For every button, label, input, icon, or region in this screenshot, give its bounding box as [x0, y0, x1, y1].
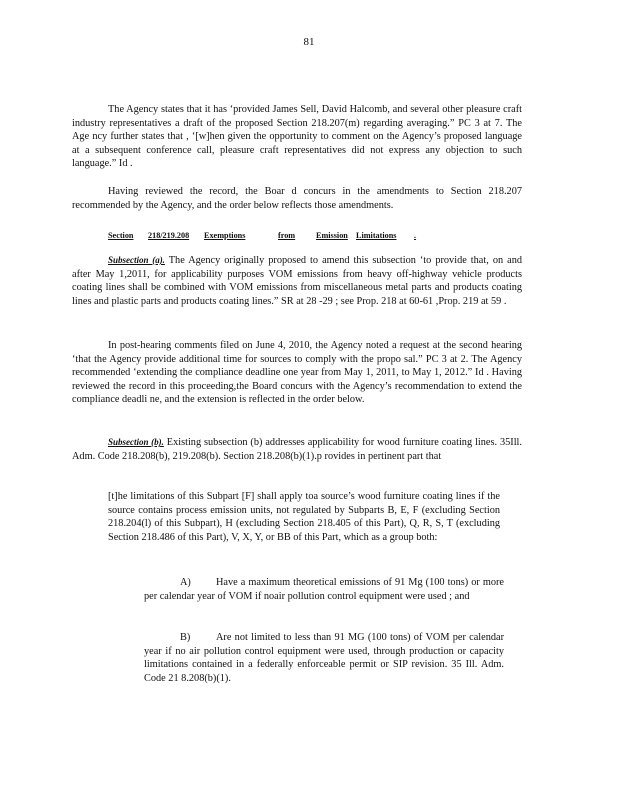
subsection-a-label: Subsection (a). [108, 255, 165, 265]
quote-item-b [144, 631, 504, 685]
item-label: A) [180, 577, 191, 588]
heading-section: Section [108, 231, 134, 240]
paragraph-text: Existing subsection (b) addresses applicability for wood furniture coating lines. 35Ill. Adm. Code 218.208(b), 219.208(b). Section 218.208(b)(1).p rovides in pertinent part that [72, 437, 522, 462]
block-quote [108, 490, 500, 544]
heading-word: Limitations [356, 231, 397, 240]
paragraph-text: The Agency originally proposed to amend this subsection ‘to provide that, on and after May 1,2011, for applicability purposes VOM emissions from heavy off-highway vehicle products coating lines shall be combined with VOM emissions from miscellaneous metal parts and products coating lines and plastic parts and products coating lines.” SR at 28 -29 ; see Prop. 218 at 60-61 ,Prop. 219 at 59 . [72, 255, 522, 307]
heading-number: 218/219.208 [148, 231, 190, 240]
heading-word: Emission [316, 231, 348, 240]
item-text: Have a maximum theoretical emissions of 91 Mg (100 tons) or more per calendar year of VOM if noair pollution control equipment were used ; and [144, 577, 504, 602]
paragraph-text: Having reviewed the record, the Boar d concurs in the amendments to Section 218.207 recommended by the Agency, and the order below reflects those amendments. [72, 186, 522, 211]
heading-word: from [278, 231, 296, 240]
paragraph-text: In post-hearing comments filed on June 4, 2010, the Agency noted a request at the second hearing ‘that the Agency provide additional time for sources to comply with the propo sal.” PC 3 at 2. The Agency recommended ‘extending the compliance deadline one year from May 1, 2011, to May 1, 2012.” Id . Having reviewed the record in this proceeding,the Board concurs with the Agency’s recommendation to extend the compliance deadli ne, and the extension is reflected in the order below. [72, 340, 522, 406]
heading-word: Exemptions [204, 231, 246, 240]
paragraph-text: The Agency states that it has ‘provided James Sell, David Halcomb, and several other pleasure craft industry representatives a draft of the proposed Section 218.207(m) regarding averaging.” PC 3 at 7. The Age ncy further states that , ‘[w]hen given the opportunity to comment on the Agency’s proposed language at a subsequent conference call, pleasure craft representatives did not express any objection to such language.” Id . [72, 104, 522, 170]
paragraph-post-hearing [72, 339, 522, 407]
paragraph-board-concurs [72, 185, 522, 212]
subsection-b-label: Subsection (b). [108, 437, 164, 447]
paragraph-subsection-a [72, 254, 522, 308]
paragraph-subsection-b [72, 436, 522, 463]
item-label: B) [180, 632, 191, 643]
page-number: 81 [303, 36, 315, 48]
item-text: Are not limited to less than 91 MG (100 tons) of VOM per calendar year if no air pollution control equipment were used, through production or capacity limitations contained in a federally enforceable permit or SIP revision. 35 Ill. Adm. Code 21 8.208(b)(1). [144, 632, 504, 684]
quote-text: [t]he limitations of this Subpart [F] shall apply toa source’s wood furniture coating lines if the source contains process emission units, not regulated by Subparts B, E, F (excluding Section 218.204(l) of this Subpart), H (excluding Section 218.405 of this Part), Q, R, S, T (excluding Section 218.486 of this Part), V, X, Y, or BB of this Part, which as a group both: [108, 491, 500, 543]
paragraph-agency-statement [72, 103, 522, 171]
quote-item-a [144, 576, 504, 603]
heading-end: . [414, 231, 417, 240]
